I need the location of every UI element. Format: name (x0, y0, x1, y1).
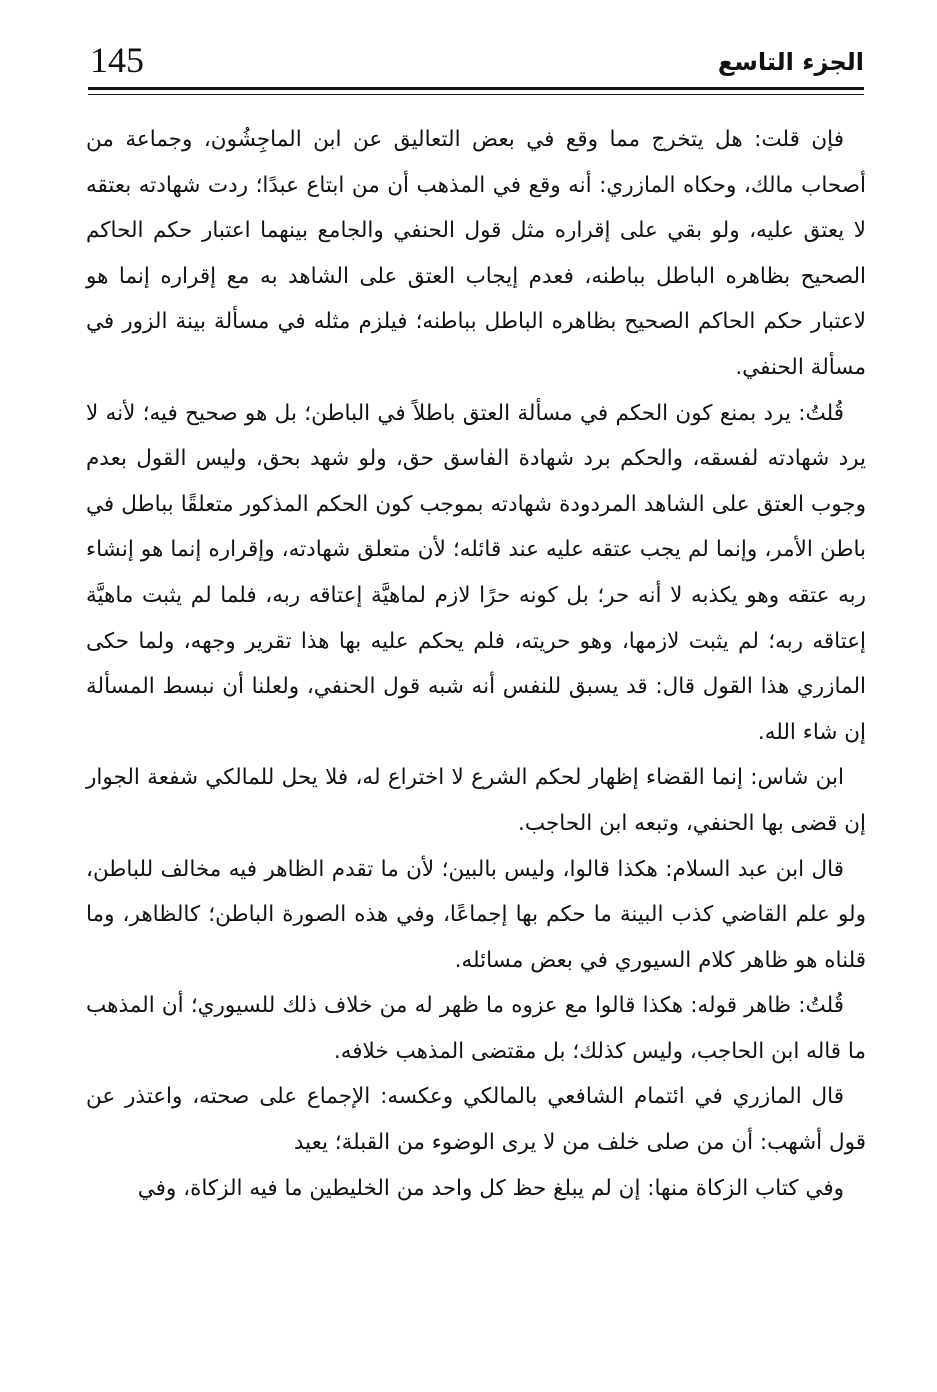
paragraph-1: فإن قلت: هل يتخرج مما وقع في بعض التعاليق عن ابن الماجِشُون، وجماعة من أصحاب مالك، وحكاه المازري: أنه وقع في المذهب أن من ابتاع عبدًا؛ ردت شهادته بعتقه لا يعتق عليه، ولو بقي على إقراره مثل قول الحنفي والجامع بينهما اعتبار حكم الحاكم الصحيح بظاهره الباطل بباطنه، فعدم إيجاب العتق على الشاهد به مع إقراره إنما هو لاعتبار حكم الحاكم الصحيح بظاهره الباطل بباطنه؛ فيلزم مثله في مسألة بينة الزور في مسألة الحنفي. (86, 127, 866, 380)
page-header (88, 38, 864, 88)
paragraph-3: ابن شاس: إنما القضاء إظهار لحكم الشرع لا اختراع له، فلا يحل للمالكي شفعة الجوار إن قضى بها الحنفي، وتبعه ابن الحاجب. (86, 765, 866, 836)
running-title: الجزء التاسع (717, 48, 864, 76)
page-number: 145 (90, 40, 144, 80)
header-rule-thin (88, 94, 864, 95)
paragraph-4: قال ابن عبد السلام: هكذا قالوا، وليس بالبين؛ لأن ما تقدم الظاهر فيه مخالف للباطن، ولو علم القاضي كذب البينة ما حكم بها إجماعًا، وفي هذه الصورة الباطن؛ كالظاهر، وما قلناه هو ظاهر كلام السيوري في بعض مسائله. (86, 856, 866, 973)
paragraph-2: قُلتُ: يرد بمنع كون الحكم في مسألة العتق باطلاً في الباطن؛ بل هو صحيح فيه؛ لأنه لا يرد شهادته لفسقه، والحكم برد شهادة الفاسق حق، ولو شهد بحق، وليس القول بعدم وجوب العتق على الشاهد المردودة شهادته بموجب كون الحكم المذكور متعلقًا بباطل في باطن الأمر، وإنما لم يجب عتقه عليه عند قائله؛ لأن متعلق شهادته، وإقراره إنما هو إنشاء ربه عتقه وهو يكذبه لا أنه حر؛ بل كونه حرًا لازم لماهيَّة إعتاقه ربه، فلما لم يثبت ماهيَّة إعتاقه ربه؛ لم يثبت لازمها، وهو حريته، فلم يحكم عليه بها هذا تقرير وجهه، ولما حكى المازري هذا القول قال: قد يسبق للنفس أنه شبه قول الحنفي، ولعلنا أن نبسط المسألة إن شاء الله. (86, 400, 866, 745)
header-rule-thick (88, 87, 864, 90)
paragraph-5: قُلتُ: ظاهر قوله: هكذا قالوا مع عزوه ما ظهر له من خلاف ذلك للسيوري؛ أن المذهب ما قاله ابن الحاجب، وليس كذلك؛ بل مقتضى المذهب خلافه. (86, 993, 866, 1064)
paragraph-7: وفي كتاب الزكاة منها: إن لم يبلغ حظ كل واحد من الخليطين ما فيه الزكاة، وفي (137, 1175, 844, 1201)
paragraph-6: قال المازري في ائتمام الشافعي بالمالكي وعكسه: الإجماع على صحته، واعتذر عن قول أشهب: أن من صلى خلف من لا يرى الوضوء من القبلة؛ يعيد (86, 1084, 866, 1156)
page-body (86, 117, 866, 1211)
